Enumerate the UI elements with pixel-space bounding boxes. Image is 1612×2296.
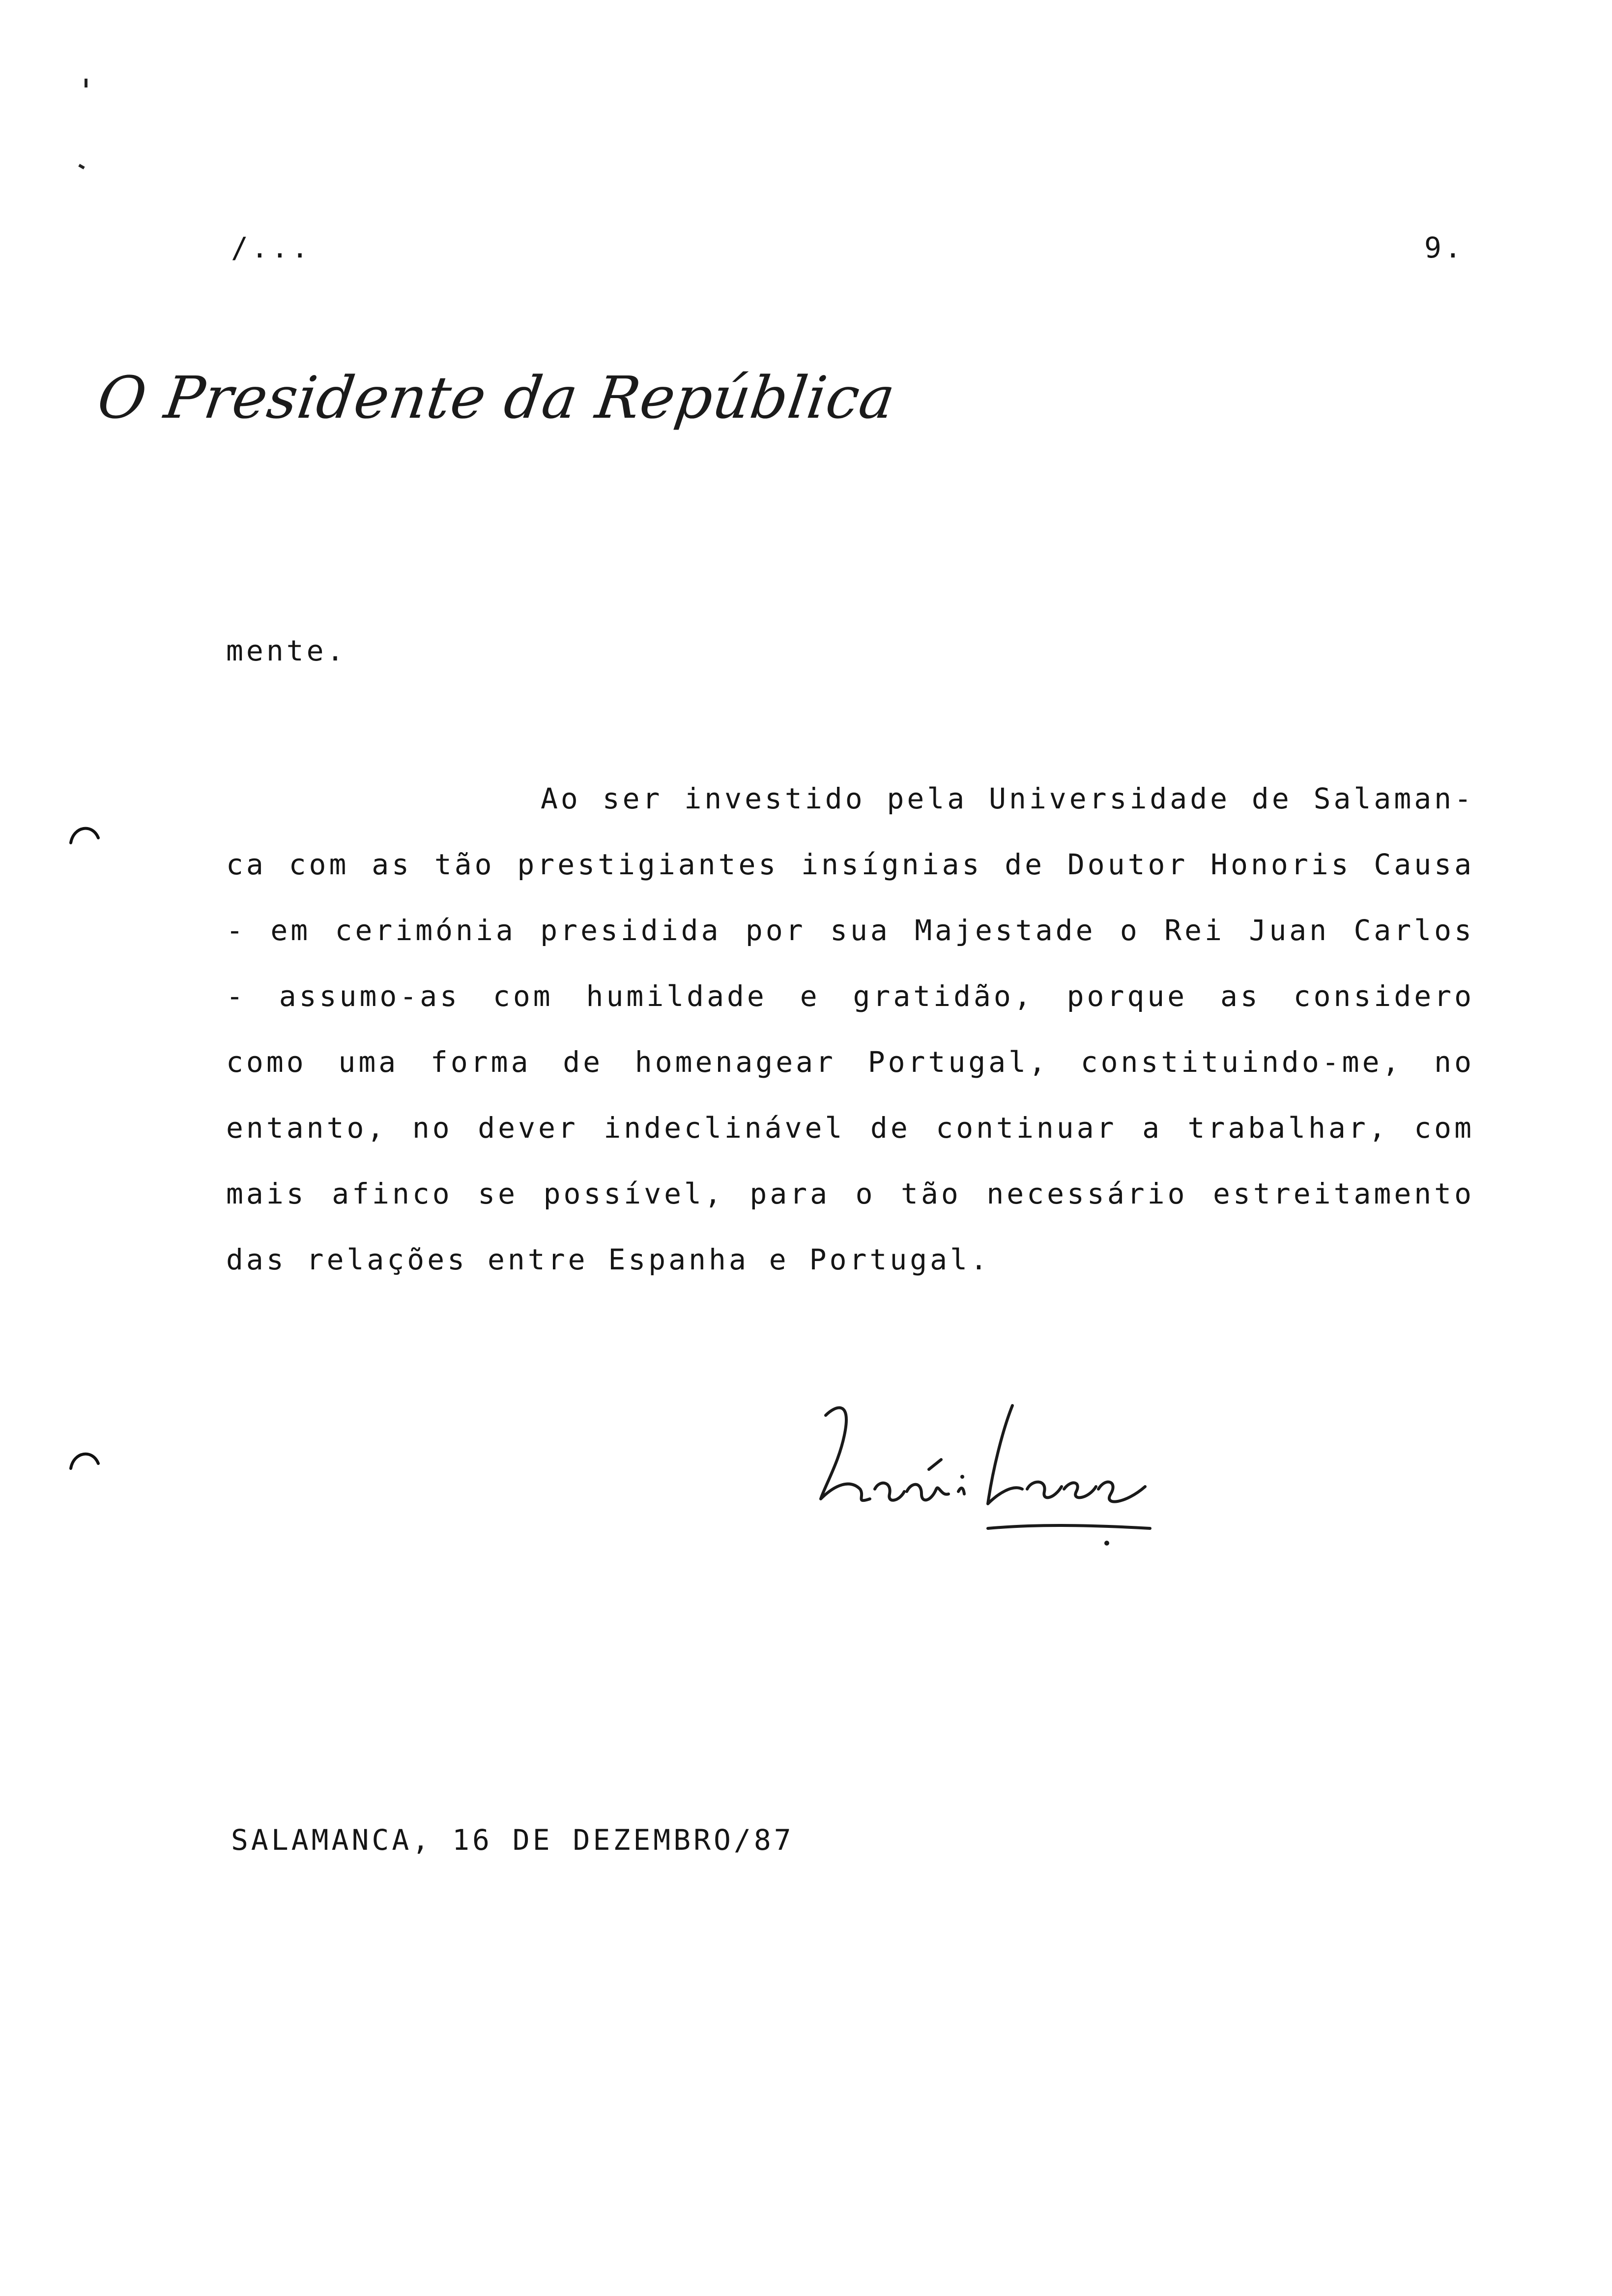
paragraph-line-7: mais afinco se possível, para o tão necessário estreitamento [226, 1177, 1474, 1210]
stray-mark-2 [78, 164, 85, 169]
main-paragraph [226, 766, 1474, 1292]
page-number: 9. [1424, 231, 1465, 264]
opening-fragment: mente. [226, 634, 347, 667]
punch-hole-mark-bottom [69, 1449, 100, 1470]
paragraph-line-2: ca com as tão prestigiantes insígnias de Doutor Honoris Causa [226, 848, 1474, 881]
paragraph-line-1: Ao ser investido pela Universidade de Salaman- [541, 782, 1474, 815]
paragraph-line-3: - em cerimónia presidida por sua Majestade o Rei Juan Carlos [226, 914, 1474, 947]
place-and-date: SALAMANCA, 16 DE DEZEMBRO/87 [231, 1823, 794, 1857]
paragraph-line-4: - assumo-as com humildade e gratidão, porque as considero [226, 979, 1474, 1013]
stray-mark-1 [85, 79, 87, 87]
handwritten-signature [806, 1386, 1160, 1563]
paragraph-line-5: como uma forma de homenagear Portugal, constituindo-me, no [226, 1045, 1474, 1079]
continuation-marker: /... [231, 231, 312, 264]
punch-hole-mark-top [69, 823, 100, 845]
letterhead-title: O Presidente da República [93, 364, 900, 431]
paragraph-line-6: entanto, no dever indeclinável de continuar a trabalhar, com [226, 1111, 1474, 1145]
paragraph-line-8: das relações entre Espanha e Portugal. [226, 1243, 990, 1276]
